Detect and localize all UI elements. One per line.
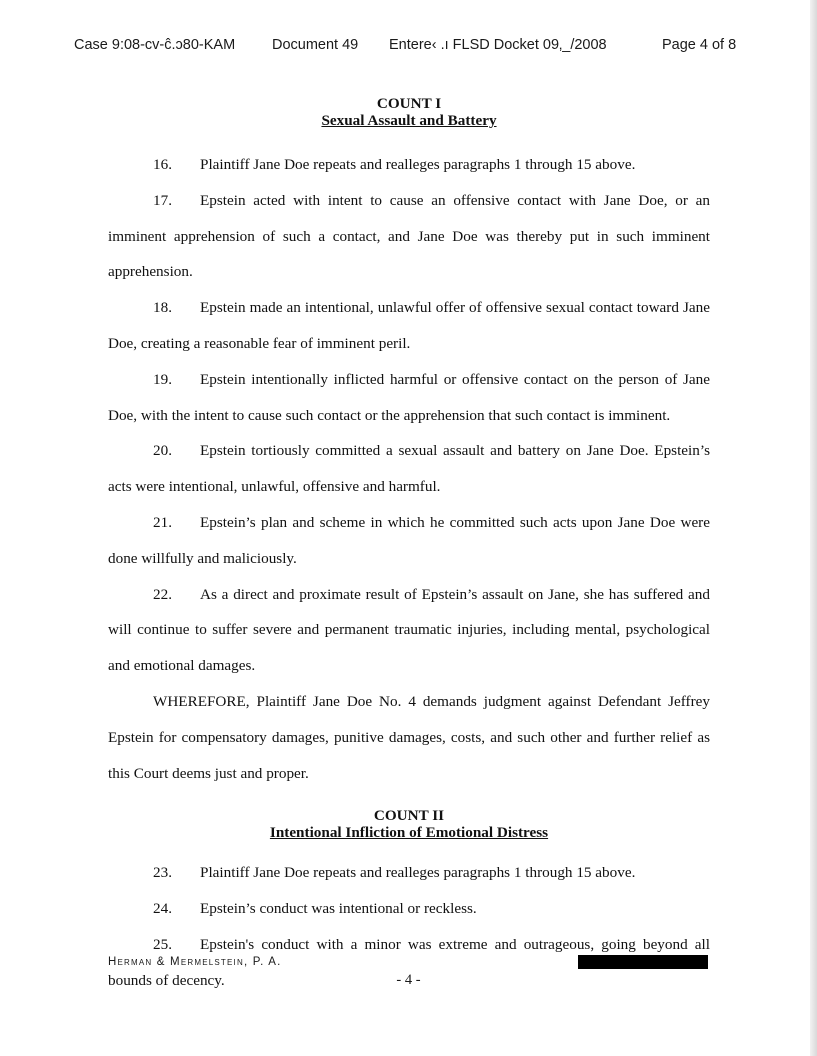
paragraph-text: Plaintiff Jane Doe repeats and realleges paragraphs 1 through 15 above. [200, 864, 636, 882]
paragraph-number: 18. [153, 299, 172, 317]
paragraph-24 [108, 891, 710, 927]
count-2-subtitle: Intentional Infliction of Emotional Distress [269, 824, 549, 842]
paragraph-number: 17. [153, 191, 172, 209]
paragraph-number: 25. [153, 935, 172, 953]
paragraph-number: 21. [153, 513, 172, 531]
paragraph-21 [108, 505, 710, 577]
paragraph-number: 24. [153, 900, 172, 918]
paragraph-16 [108, 147, 710, 183]
case-number: Case 9:08-cv-ĉ.ͻ80-KAM [74, 37, 236, 53]
paragraph-number: 22. [153, 585, 172, 603]
count-1-subtitle: Sexual Assault and Battery [321, 112, 497, 129]
count-1-heading [108, 95, 710, 129]
paragraph-22 [108, 577, 710, 684]
paragraph-text: As a direct and proximate result of Epstein’s assault on Jane, she has suffered and will continue to suffer severe and permanent traumatic injuries, including mental, psychological and emotional damages. [108, 585, 710, 675]
redaction-bar [578, 955, 708, 969]
document-body [108, 95, 710, 999]
paragraph-20 [108, 433, 710, 505]
paragraph-18 [108, 290, 710, 362]
paragraph-text: Epstein intentionally inflicted harmful or offensive contact on the person of Jane Doe, with the intent to cause such contact or the apprehension that such contact is imminent. [108, 370, 710, 424]
paragraph-text: Epstein tortiously committed a sexual assault and battery on Jane Doe. Epstein’s acts were intentional, unlawful, offensive and harmful. [108, 442, 710, 496]
paragraph-text: Epstein's conduct with a minor was extreme and outrageous, going beyond all bounds of decency. [108, 935, 710, 989]
document-number: Document 49 [272, 37, 359, 53]
paragraph-17 [108, 183, 710, 290]
count-2-heading [108, 807, 710, 841]
paragraph-number: 16. [153, 156, 172, 173]
paragraph-23 [108, 855, 710, 891]
paragraph-number: 23. [153, 864, 172, 882]
paragraph-number: 20. [153, 442, 172, 460]
page-number: - 4 - [396, 972, 421, 988]
paragraph-text: Epstein’s conduct was intentional or reckless. [200, 900, 477, 918]
paragraph-text: Epstein acted with intent to cause an offensive contact with Jane Doe, or an imminent apprehension of such a contact, and Jane Doe was thereby put in such imminent apprehension. [108, 191, 710, 281]
paragraph-text: Plaintiff Jane Doe repeats and realleges paragraphs 1 through 15 above. [200, 156, 636, 173]
law-firm-footer: Herman & Mermelstein, P. A. [108, 956, 282, 968]
count-2-title: COUNT II [373, 807, 445, 825]
wherefore-clause: WHEREFORE, Plaintiff Jane Doe No. 4 demands judgment against Defendant Jeffrey Epstein for compensatory damages, punitive damages, costs, and such other and further relief as this Court deems just and proper. [108, 692, 710, 782]
count-1-title: COUNT I [376, 95, 442, 112]
entered-docket: Entere‹ .ı FLSD Docket 09‚_/2008 [389, 37, 607, 53]
paragraph-text: Epstein made an intentional, unlawful offer of offensive sexual contact toward Jane Doe, creating a reasonable fear of imminent peril. [108, 299, 710, 352]
page-indicator: Page 4 of 8 [662, 37, 737, 53]
paragraph-text: Epstein’s plan and scheme in which he committed such acts upon Jane Doe were done willfully and maliciously. [108, 513, 710, 567]
paragraph-19 [108, 362, 710, 434]
paragraph-number: 19. [153, 370, 172, 388]
scan-edge [810, 0, 817, 1056]
